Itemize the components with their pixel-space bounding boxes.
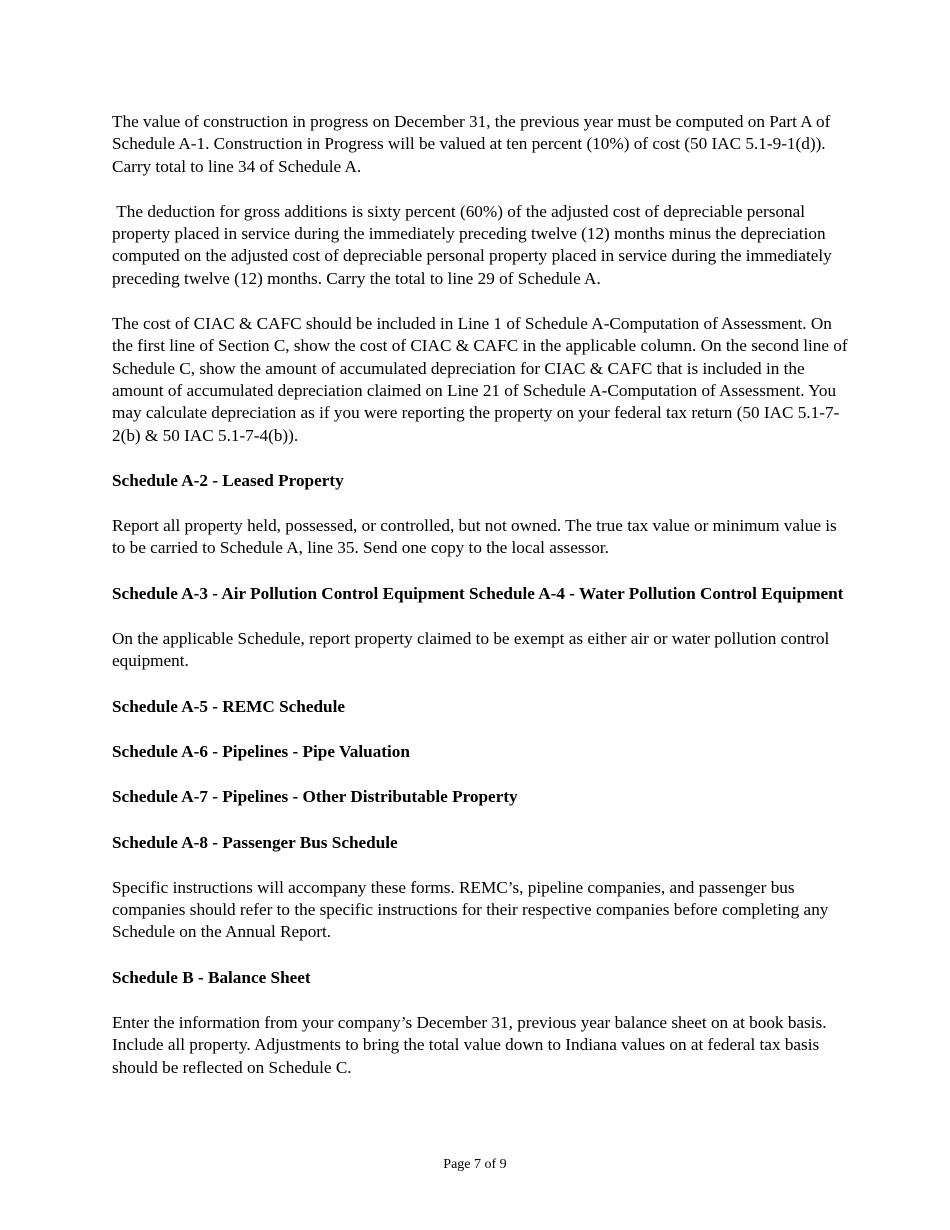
paragraph-specific-instructions: Specific instructions will accompany these forms. REMC’s, pipeline companies, and passenger bus companies should refer to the specific instructions for their respective companies before completing any Schedule on the Annual Report. [112,877,829,942]
heading-schedule-a5: Schedule A-5 - REMC Schedule [112,696,345,716]
heading-schedule-a7: Schedule A-7 - Pipelines - Other Distributable Property [112,787,518,807]
paragraph-gross-additions: The deduction for gross additions is sixty percent (60%) of the adjusted cost of depreciable personal property placed in service during the immediately preceding twelve (12) months minus the depreciation computed on the adjusted cost of depreciable personal property placed in service during the immediately preceding twelve (12) months. Carry the total to line 29 of Schedule A. [112,201,837,288]
document-page [112,111,848,1102]
paragraph-pollution-control: On the applicable Schedule, report property claimed to be exempt as either air or water pollution control equipment. [112,629,830,671]
page-number: Page 7 of 9 [443,1157,507,1172]
paragraph-leased-property: Report all property held, possessed, or controlled, but not owned. The true tax value or minimum value is to be carried to Schedule A, line 35. Send one copy to the local assessor. [112,516,837,558]
heading-schedule-a6: Schedule A-6 - Pipelines - Pipe Valuation [112,741,410,761]
heading-schedule-a3-a4: Schedule A-3 - Air Pollution Control Equipment Schedule A-4 - Water Pollution Control Equipment [112,583,844,603]
heading-schedule-a8: Schedule A-8 - Passenger Bus Schedule [112,832,398,852]
paragraph-ciac-cafc: The cost of CIAC & CAFC should be included in Line 1 of Schedule A-Computation of Assessment. On the first line of Section C, show the cost of CIAC & CAFC in the applicable column. On the second line of Schedule C, show the amount of accumulated depreciation for CIAC & CAFC that is included in the amount of accumulated depreciation claimed on Line 21 of Schedule A-Computation of Assessment. You may calculate depreciation as if you were reporting the property on your federal tax return (50 IAC 5.1-7-2(b) & 50 IAC 5.1-7-4(b)). [112,314,848,445]
paragraph-construction-in-progress: The value of construction in progress on December 31, the previous year must be computed on Part A of Schedule A-1. Construction in Progress will be valued at ten percent (10%) of cost (50 IAC 5.1-9-1(d)). Carry total to line 34 of Schedule A. [112,112,835,176]
heading-schedule-a2: Schedule A-2 - Leased Property [112,470,344,490]
heading-schedule-b: Schedule B - Balance Sheet [112,967,311,987]
paragraph-balance-sheet: Enter the information from your company’s December 31, previous year balance sheet on at book basis. Include all property. Adjustments to bring the total value down to Indiana values on at federal tax basis should be reflected on Schedule C. [112,1013,827,1077]
